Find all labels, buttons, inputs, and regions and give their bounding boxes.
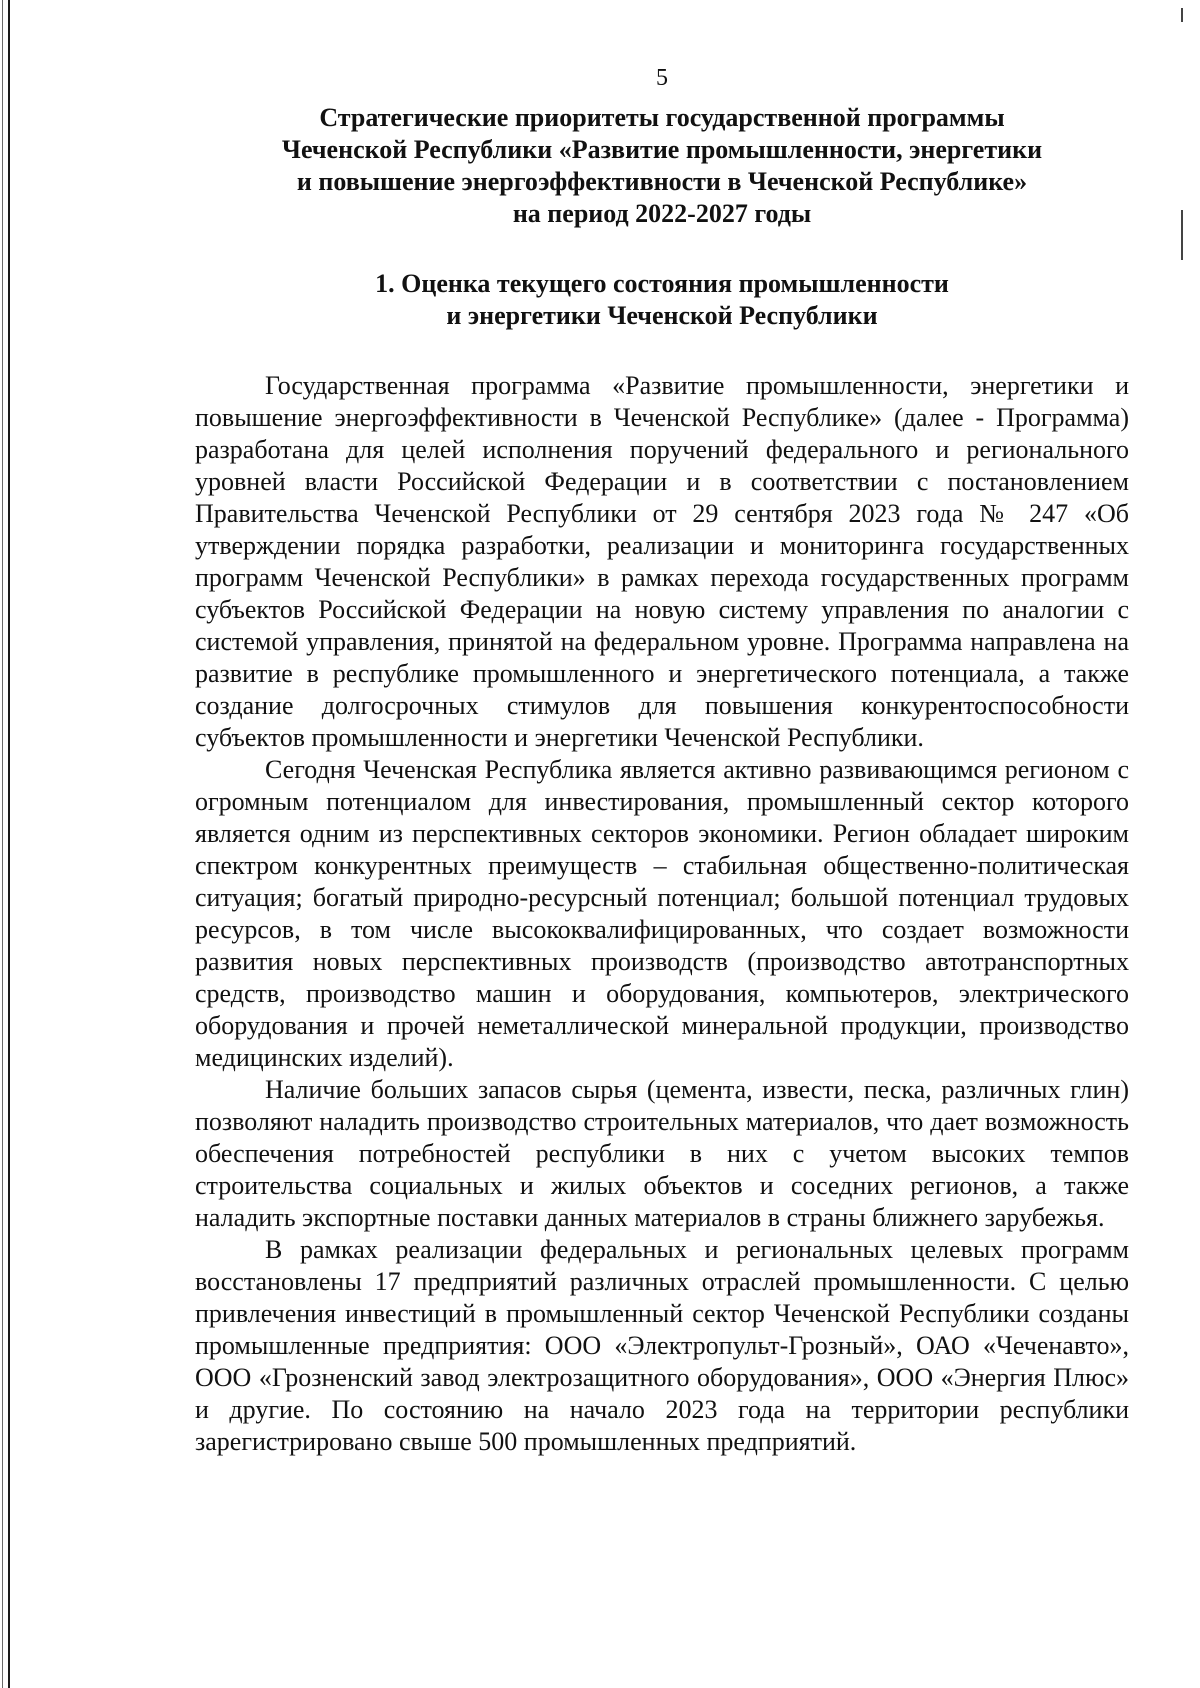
paragraph: Государственная программа «Развитие промышленности, энергетики и повышение энергоэффективности в Чеченской Республике» (далее - Программа) разработана для целей исполнения поручений федерального и регионального уровней власти Российской Федерации и в соответствии с постановлением Правительства Чеченской Республики от 29 сентября 2023 года № 247 «Об утверждении порядка разработки, реализации и мониторинга государственных программ Чеченской Республики» в рамках перехода государственных программ субъектов Российской Федерации на новую систему управления по аналогии с системой управления, принятой на федеральном уровне. Программа направлена на развитие в республике промышленного и энергетического потенциала, а также создание долгосрочных стимулов для повышения конкурентоспособности субъектов промышленности и энергетики Чеченской Республики.	[195, 371, 1129, 752]
document-page	[195, 64, 1129, 1458]
scan-right-mark-top	[1181, 8, 1183, 22]
page-number: 5	[656, 65, 668, 91]
paragraph: В рамках реализации федеральных и региональных целевых программ восстановлены 17 предприятий различных отраслей промышленности. С целью привлечения инвестиций в промышленный сектор Чеченской Республики созданы промышленные предприятия: ООО «Электропульт-Грозный», ОАО «Чеченавто», ООО «Грозненский завод электрозащитного оборудования», ООО «Энергия Плюс» и другие. По состоянию на начало 2023 года на территории республики зарегистрировано свыше 500 промышленных предприятий.	[195, 1235, 1129, 1456]
title-line: на период 2022-2027 годы	[512, 199, 812, 228]
paragraph: Наличие больших запасов сырья (цемента, извести, песка, различных глин) позволяют наладить производство строительных материалов, что дает возможность обеспечения потребностей республики в них с учетом высоких темпов строительства социальных и жилых объектов и соседних регионов, а также наладить экспортные поставки данных материалов в страны ближнего зарубежья.	[195, 1075, 1129, 1232]
section-heading	[195, 268, 1129, 332]
section-heading-line: и энергетики Чеченской Республики	[446, 301, 878, 330]
section-heading-line: 1. Оценка текущего состояния промышленности	[375, 269, 949, 298]
paragraph: Сегодня Чеченская Республика является активно развивающимся регионом с огромным потенциалом для инвестирования, промышленный сектор которого является одним из перспективных секторов экономики. Регион обладает широким спектром конкурентных преимуществ – стабильная общественно-политическая ситуация; богатый природно-ресурсный потенциал; большой потенциал трудовых ресурсов, в том числе высококвалифицированных, что создает возможности развития новых перспективных производств (производство автотранспортных средств, производство машин и оборудования, компьютеров, электрического оборудования и прочей неметаллической минеральной продукции, производство медицинских изделий).	[195, 755, 1129, 1072]
title-line: и повышение энергоэффективности в Чеченской Республике»	[296, 167, 1028, 196]
scan-left-edge	[8, 0, 10, 1688]
title-line: Стратегические приоритеты государственной программы	[319, 103, 1005, 132]
body-text	[195, 370, 1129, 1458]
title-line: Чеченской Республики «Развитие промышленности, энергетики	[281, 135, 1043, 164]
scan-right-mark-bottom	[1181, 210, 1183, 260]
scan-left-edge-shadow	[2, 0, 3, 1688]
document-title	[195, 102, 1129, 230]
